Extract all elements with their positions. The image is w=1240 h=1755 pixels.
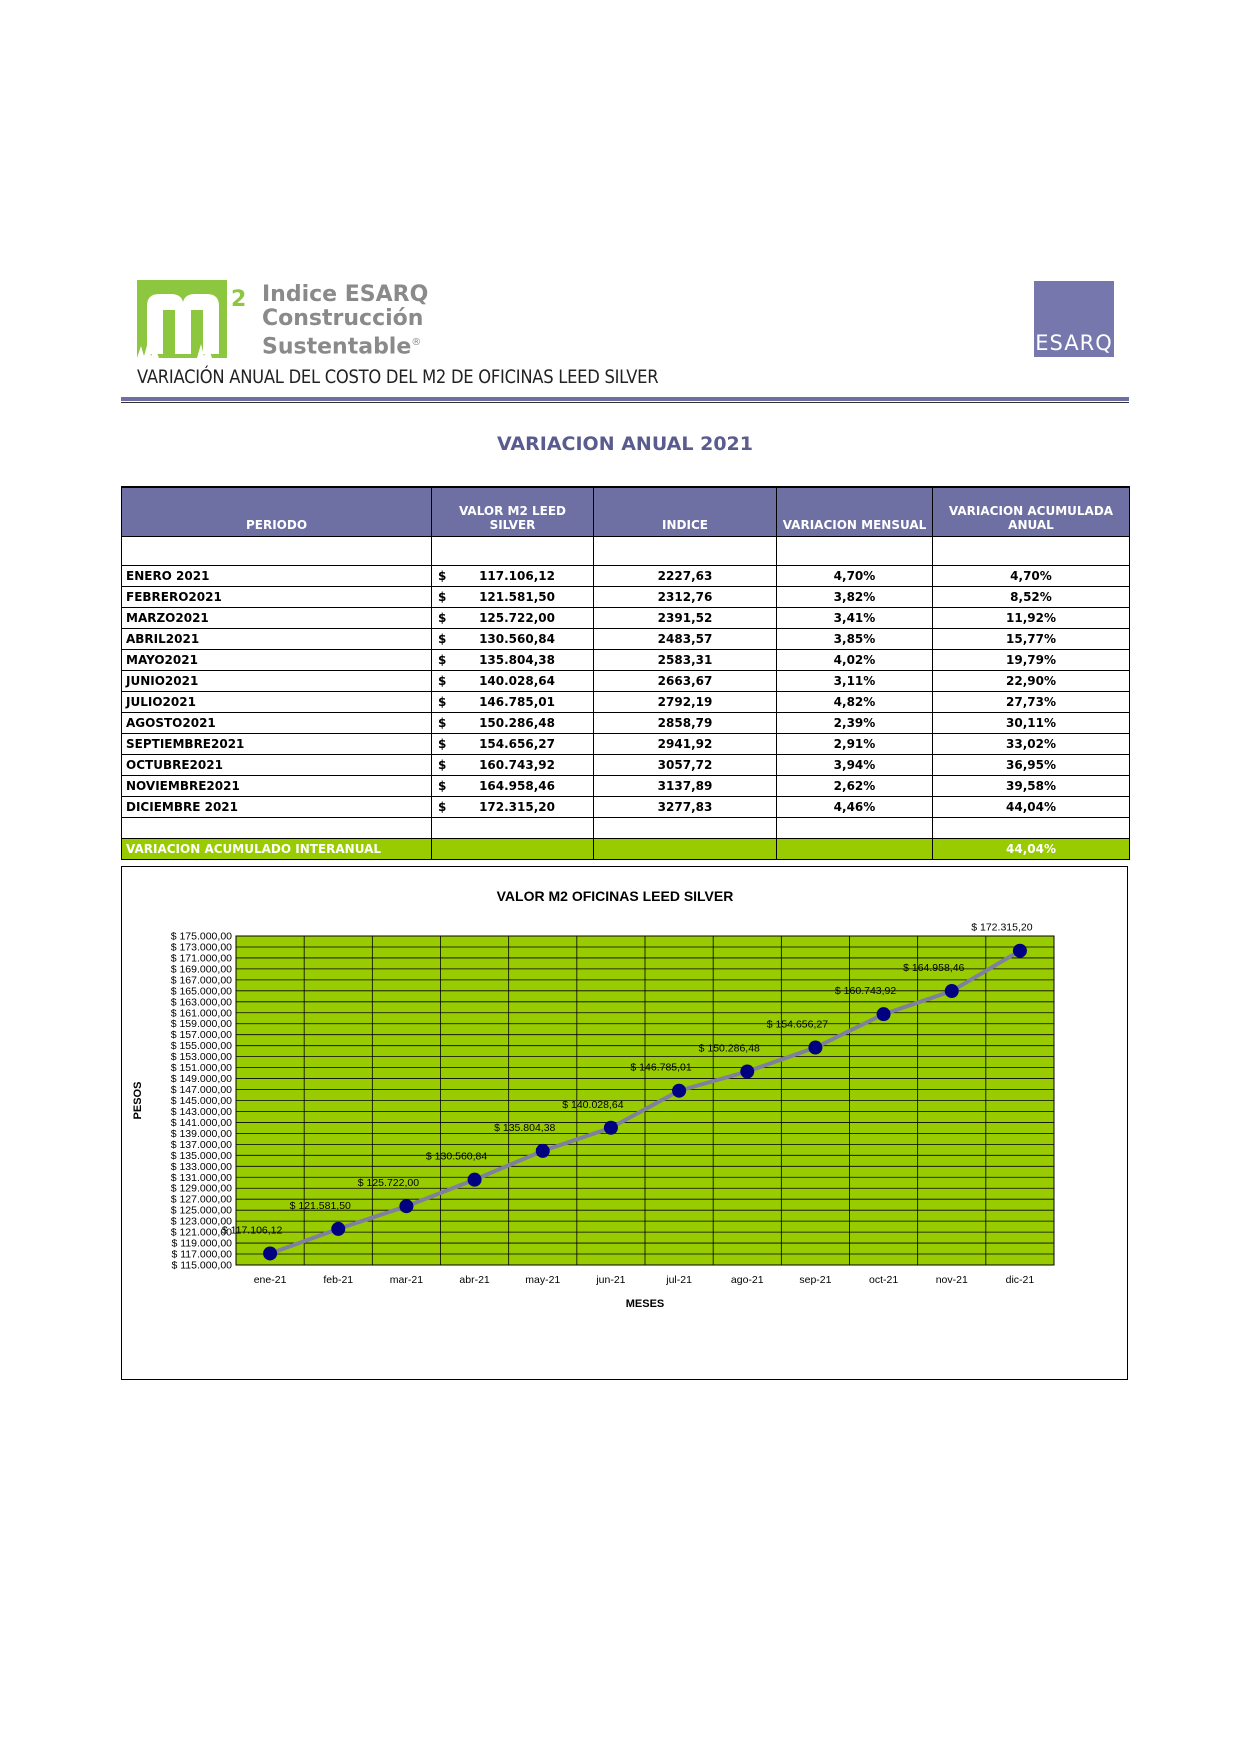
table-row bbox=[122, 629, 1130, 650]
table-row bbox=[122, 692, 1130, 713]
cell-valor bbox=[432, 713, 594, 734]
valor-amount: 146.785,01 bbox=[479, 695, 555, 709]
cell-mensual: 3,82% bbox=[777, 587, 933, 608]
valor-amount: 164.958,46 bbox=[479, 779, 555, 793]
valor-amount: 160.743,92 bbox=[479, 758, 555, 772]
cell-mensual: 3,94% bbox=[777, 755, 933, 776]
cell-acumulada: 30,11% bbox=[933, 713, 1130, 734]
currency-sign: $ bbox=[438, 695, 447, 709]
currency-sign: $ bbox=[438, 590, 447, 604]
x-tick-label: oct-21 bbox=[868, 1274, 899, 1286]
cell-mensual: 3,41% bbox=[777, 608, 933, 629]
x-axis-label: MESES bbox=[625, 1298, 665, 1310]
cell-indice: 2391,52 bbox=[594, 608, 777, 629]
y-tick-label: $ 159.000,00 bbox=[170, 1018, 232, 1031]
y-tick-label: $ 133.000,00 bbox=[170, 1160, 232, 1173]
cell-valor bbox=[432, 671, 594, 692]
total-row bbox=[122, 839, 1130, 860]
cell-valor bbox=[432, 629, 594, 650]
header-valor: VALOR M2 LEED SILVER bbox=[432, 487, 594, 537]
total-empty-cell bbox=[777, 839, 933, 860]
data-point bbox=[468, 1173, 482, 1187]
data-label: $ 164.958,46 bbox=[903, 962, 965, 975]
blank-cell bbox=[432, 818, 594, 839]
currency-sign: $ bbox=[438, 611, 447, 625]
cell-indice: 2663,67 bbox=[594, 671, 777, 692]
cell-mensual: 2,91% bbox=[777, 734, 933, 755]
valor-amount: 154.656,27 bbox=[479, 737, 555, 751]
y-tick-label: $ 167.000,00 bbox=[170, 974, 232, 987]
cell-indice: 2792,19 bbox=[594, 692, 777, 713]
currency-sign: $ bbox=[438, 737, 447, 751]
y-tick-label: $ 141.000,00 bbox=[170, 1116, 232, 1129]
valor-amount: 117.106,12 bbox=[479, 569, 555, 583]
data-label: $ 140.028,64 bbox=[562, 1098, 624, 1111]
cell-valor bbox=[432, 650, 594, 671]
data-label: $ 130.560,84 bbox=[425, 1150, 488, 1163]
header-acumulada: VARIACION ACUMULADA ANUAL bbox=[933, 487, 1130, 537]
x-tick-label: nov-21 bbox=[935, 1274, 968, 1286]
cell-indice: 2483,57 bbox=[594, 629, 777, 650]
y-tick-label: $ 169.000,00 bbox=[170, 963, 232, 976]
total-value: 44,04% bbox=[933, 839, 1130, 860]
cell-indice: 2583,31 bbox=[594, 650, 777, 671]
cell-valor bbox=[432, 755, 594, 776]
y-tick-label: $ 117.000,00 bbox=[171, 1248, 232, 1261]
cell-mensual: 3,11% bbox=[777, 671, 933, 692]
cell-periodo: ABRIL2021 bbox=[122, 629, 432, 650]
cell-indice: 3277,83 bbox=[594, 797, 777, 818]
data-point bbox=[740, 1065, 754, 1079]
cell-acumulada: 19,79% bbox=[933, 650, 1130, 671]
page-title: VARIACION ANUAL 2021 bbox=[497, 433, 753, 455]
data-point bbox=[672, 1084, 686, 1098]
data-point bbox=[331, 1222, 345, 1236]
cell-acumulada: 4,70% bbox=[933, 566, 1130, 587]
x-tick-label: jul-21 bbox=[666, 1274, 692, 1286]
y-tick-label: $ 165.000,00 bbox=[170, 985, 232, 998]
data-point bbox=[945, 984, 959, 998]
x-tick-label: ago-21 bbox=[730, 1274, 764, 1286]
document-subtitle: VARIACIÓN ANUAL DEL COSTO DEL M2 DE OFICINAS LEED SILVER bbox=[137, 366, 659, 388]
cell-acumulada: 33,02% bbox=[933, 734, 1130, 755]
cell-acumulada: 11,92% bbox=[933, 608, 1130, 629]
x-tick-label: abr-21 bbox=[459, 1274, 490, 1286]
cell-acumulada: 15,77% bbox=[933, 629, 1130, 650]
cell-periodo: JUNIO2021 bbox=[122, 671, 432, 692]
table-row bbox=[122, 776, 1130, 797]
valor-amount: 150.286,48 bbox=[479, 716, 555, 730]
cell-acumulada: 22,90% bbox=[933, 671, 1130, 692]
valor-amount: 140.028,64 bbox=[479, 674, 555, 688]
cell-mensual: 4,82% bbox=[777, 692, 933, 713]
cell-periodo: DICIEMBRE 2021 bbox=[122, 797, 432, 818]
y-tick-label: $ 123.000,00 bbox=[170, 1215, 232, 1228]
y-tick-label: $ 137.000,00 bbox=[170, 1138, 232, 1151]
table-row bbox=[122, 671, 1130, 692]
cell-acumulada: 8,52% bbox=[933, 587, 1130, 608]
line-chart bbox=[122, 867, 1127, 1379]
y-tick-label: $ 155.000,00 bbox=[170, 1040, 232, 1053]
x-tick-label: dic-21 bbox=[1005, 1274, 1035, 1286]
currency-sign: $ bbox=[438, 674, 447, 688]
logo-line1: Indice ESARQ bbox=[262, 282, 429, 307]
table-row bbox=[122, 797, 1130, 818]
x-tick-label: jun-21 bbox=[596, 1274, 626, 1286]
valor-amount: 121.581,50 bbox=[479, 590, 555, 604]
y-tick-label: $ 135.000,00 bbox=[170, 1149, 232, 1162]
cell-indice: 2312,76 bbox=[594, 587, 777, 608]
data-point bbox=[263, 1246, 277, 1260]
logo-line3: Sustentable bbox=[262, 334, 412, 360]
data-label: $ 121.581,50 bbox=[289, 1199, 351, 1212]
m2-logo bbox=[137, 280, 249, 358]
esarq-logo-text: ESARQ bbox=[1035, 331, 1113, 355]
y-tick-label: $ 153.000,00 bbox=[170, 1051, 232, 1064]
cell-indice: 3057,72 bbox=[594, 755, 777, 776]
blank-cell bbox=[122, 818, 432, 839]
data-label: $ 160.743,92 bbox=[834, 985, 897, 998]
data-point bbox=[536, 1144, 550, 1158]
y-tick-label: $ 147.000,00 bbox=[170, 1084, 232, 1097]
header-indice: INDICE bbox=[594, 487, 777, 537]
cell-acumulada: 44,04% bbox=[933, 797, 1130, 818]
y-tick-label: $ 163.000,00 bbox=[170, 996, 232, 1009]
header-rule-thin bbox=[121, 402, 1129, 403]
valor-amount: 172.315,20 bbox=[479, 800, 555, 814]
cell-mensual: 4,70% bbox=[777, 566, 933, 587]
y-tick-label: $ 125.000,00 bbox=[170, 1204, 232, 1217]
cell-periodo: MARZO2021 bbox=[122, 608, 432, 629]
blank-row bbox=[122, 537, 1130, 566]
cell-acumulada: 39,58% bbox=[933, 776, 1130, 797]
table-header-row bbox=[122, 487, 1130, 537]
blank-cell bbox=[777, 818, 933, 839]
cell-valor bbox=[432, 692, 594, 713]
y-tick-label: $ 129.000,00 bbox=[170, 1182, 232, 1195]
header-rule bbox=[121, 397, 1129, 401]
data-point bbox=[808, 1041, 822, 1055]
variation-table bbox=[121, 486, 1130, 860]
data-label: $ 154.656,27 bbox=[766, 1018, 829, 1031]
cell-mensual: 2,39% bbox=[777, 713, 933, 734]
cell-periodo: FEBRERO2021 bbox=[122, 587, 432, 608]
y-tick-label: $ 175.000,00 bbox=[170, 930, 232, 943]
esarq-logo bbox=[1034, 281, 1114, 357]
blank-cell bbox=[594, 818, 777, 839]
valor-amount: 135.804,38 bbox=[479, 653, 555, 667]
data-label: $ 172.315,20 bbox=[971, 921, 1033, 934]
header-periodo: PERIODO bbox=[122, 487, 432, 537]
y-tick-label: $ 161.000,00 bbox=[170, 1007, 232, 1020]
valor-amount: 125.722,00 bbox=[479, 611, 555, 625]
cell-periodo: OCTUBRE2021 bbox=[122, 755, 432, 776]
currency-sign: $ bbox=[438, 758, 447, 772]
table-row bbox=[122, 755, 1130, 776]
logo-line2: Construcción bbox=[262, 306, 424, 331]
currency-sign: $ bbox=[438, 569, 447, 583]
blank-cell bbox=[933, 818, 1130, 839]
cell-valor bbox=[432, 734, 594, 755]
currency-sign: $ bbox=[438, 716, 447, 730]
chart-container bbox=[121, 866, 1128, 1380]
cell-valor bbox=[432, 776, 594, 797]
x-tick-label: may-21 bbox=[525, 1274, 561, 1286]
data-point bbox=[399, 1199, 413, 1213]
y-tick-label: $ 119.000,00 bbox=[171, 1237, 232, 1250]
y-tick-label: $ 139.000,00 bbox=[170, 1127, 232, 1140]
x-tick-label: mar-21 bbox=[389, 1274, 424, 1286]
blank-row bbox=[122, 818, 1130, 839]
total-empty-cell bbox=[594, 839, 777, 860]
table-row bbox=[122, 587, 1130, 608]
y-tick-label: $ 149.000,00 bbox=[170, 1073, 232, 1086]
y-tick-label: $ 173.000,00 bbox=[170, 941, 232, 954]
y-tick-label: $ 157.000,00 bbox=[170, 1029, 232, 1042]
total-label: VARIACION ACUMULADO INTERANUAL bbox=[122, 839, 432, 860]
total-empty-cell bbox=[432, 839, 594, 860]
y-tick-label: $ 131.000,00 bbox=[170, 1171, 232, 1184]
registered-mark: ® bbox=[411, 337, 422, 348]
y-tick-label: $ 151.000,00 bbox=[170, 1062, 232, 1075]
data-label: $ 150.286,48 bbox=[698, 1042, 760, 1055]
cell-valor bbox=[432, 587, 594, 608]
table-row bbox=[122, 566, 1130, 587]
data-label: $ 117.106,12 bbox=[221, 1224, 283, 1237]
cell-periodo: SEPTIEMBRE2021 bbox=[122, 734, 432, 755]
table-row bbox=[122, 713, 1130, 734]
y-tick-label: $ 121.000,00 bbox=[170, 1226, 232, 1239]
header-mensual: VARIACION MENSUAL bbox=[777, 487, 933, 537]
x-tick-label: sep-21 bbox=[799, 1274, 832, 1286]
table-row bbox=[122, 608, 1130, 629]
cell-mensual: 4,02% bbox=[777, 650, 933, 671]
table-row bbox=[122, 734, 1130, 755]
y-tick-label: $ 127.000,00 bbox=[170, 1193, 232, 1206]
x-tick-label: feb-21 bbox=[323, 1274, 354, 1286]
cell-acumulada: 36,95% bbox=[933, 755, 1130, 776]
cell-valor bbox=[432, 608, 594, 629]
data-label: $ 146.785,01 bbox=[630, 1061, 692, 1074]
data-point bbox=[877, 1007, 891, 1021]
data-label: $ 135.804,38 bbox=[494, 1121, 556, 1134]
cell-indice: 2941,92 bbox=[594, 734, 777, 755]
x-tick-label: ene-21 bbox=[253, 1274, 287, 1286]
cell-periodo: NOVIEMBRE2021 bbox=[122, 776, 432, 797]
data-point bbox=[1013, 944, 1027, 958]
cell-periodo: AGOSTO2021 bbox=[122, 713, 432, 734]
cell-indice: 2858,79 bbox=[594, 713, 777, 734]
y-tick-label: $ 143.000,00 bbox=[170, 1105, 232, 1118]
cell-indice: 3137,89 bbox=[594, 776, 777, 797]
cell-valor bbox=[432, 797, 594, 818]
cell-valor bbox=[432, 566, 594, 587]
cell-indice: 2227,63 bbox=[594, 566, 777, 587]
y-tick-label: $ 171.000,00 bbox=[170, 952, 232, 965]
currency-sign: $ bbox=[438, 653, 447, 667]
table-row bbox=[122, 650, 1130, 671]
data-label: $ 125.722,00 bbox=[357, 1177, 420, 1190]
cell-mensual: 4,46% bbox=[777, 797, 933, 818]
chart-title: VALOR M2 OFICINAS LEED SILVER bbox=[496, 888, 734, 904]
cell-periodo: ENERO 2021 bbox=[122, 566, 432, 587]
currency-sign: $ bbox=[438, 632, 447, 646]
logo-text bbox=[262, 283, 428, 359]
data-point bbox=[604, 1121, 618, 1135]
cell-mensual: 3,85% bbox=[777, 629, 933, 650]
cell-periodo: JULIO2021 bbox=[122, 692, 432, 713]
cell-periodo: MAYO2021 bbox=[122, 650, 432, 671]
logo-superscript: 2 bbox=[231, 287, 247, 312]
y-axis-label: PESOS bbox=[132, 1081, 144, 1120]
currency-sign: $ bbox=[438, 800, 447, 814]
currency-sign: $ bbox=[438, 779, 447, 793]
valor-amount: 130.560,84 bbox=[479, 632, 555, 646]
cell-mensual: 2,62% bbox=[777, 776, 933, 797]
cell-acumulada: 27,73% bbox=[933, 692, 1130, 713]
y-tick-label: $ 115.000,00 bbox=[171, 1259, 232, 1272]
y-tick-label: $ 145.000,00 bbox=[170, 1095, 232, 1107]
